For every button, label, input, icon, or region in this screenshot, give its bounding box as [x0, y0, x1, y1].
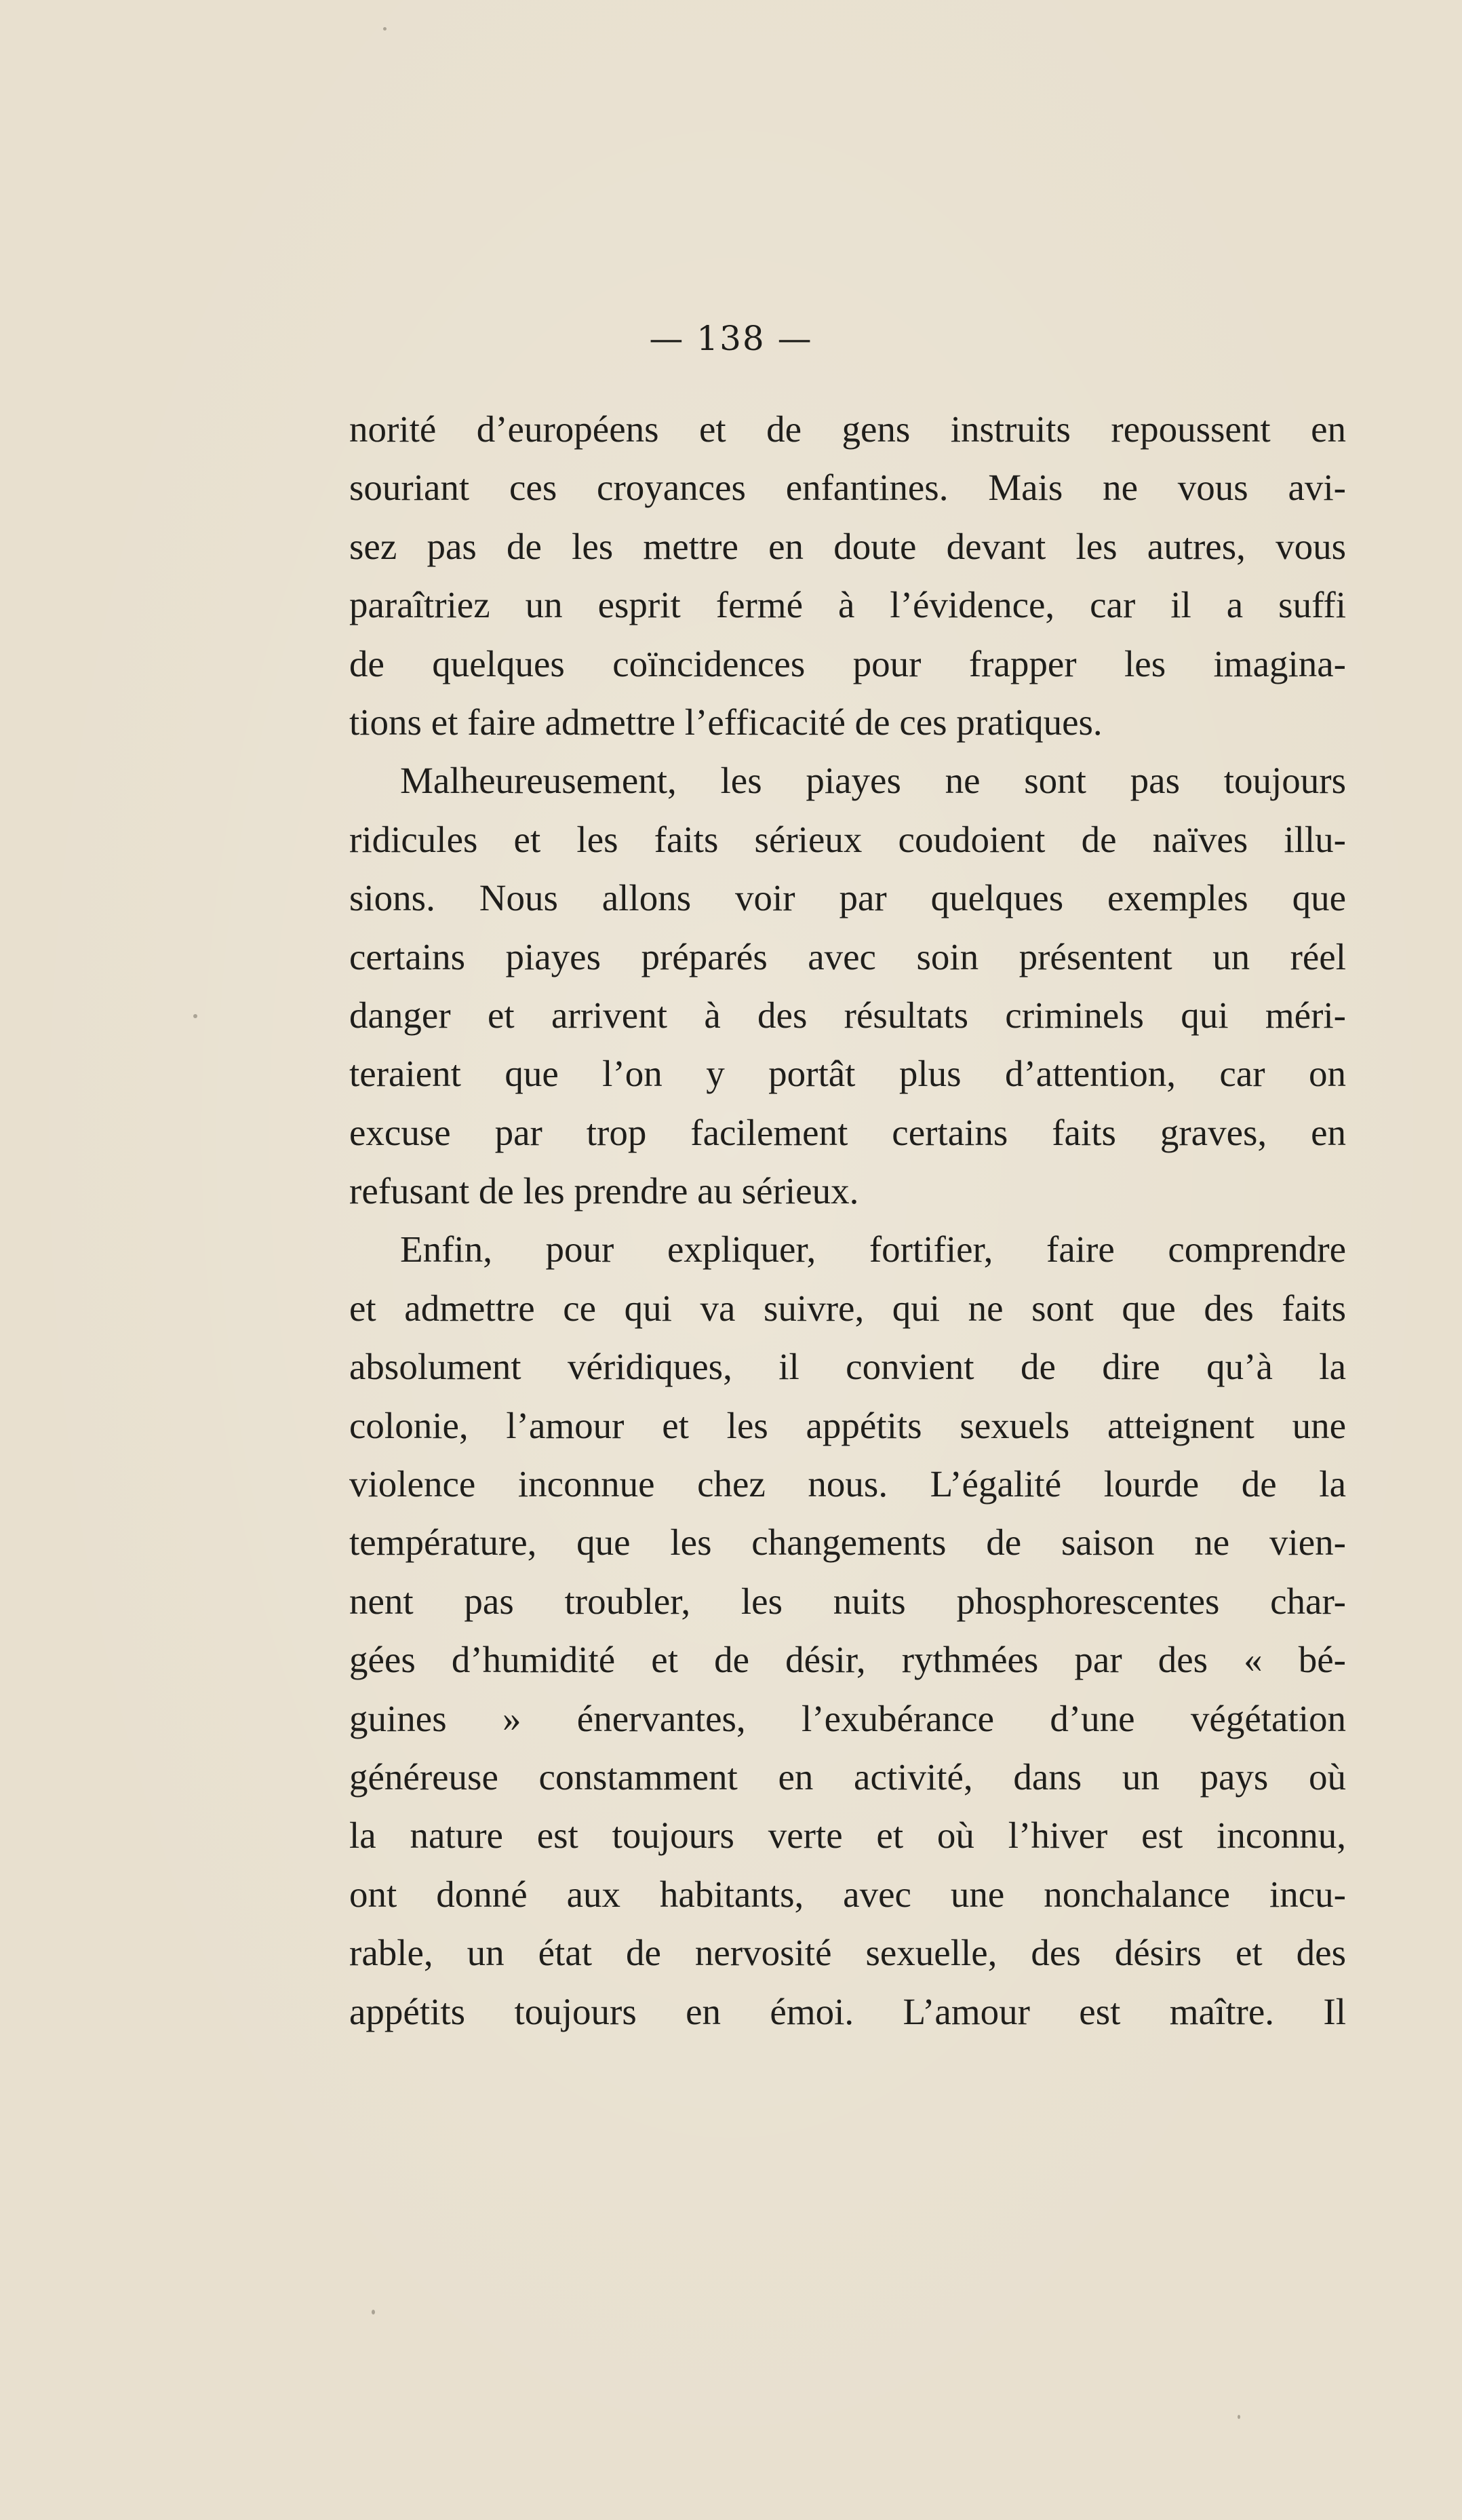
- text-line: généreuse constamment en activité, dans un pays où: [349, 1756, 1346, 1798]
- paper-speck: [1238, 2415, 1240, 2419]
- text-line: rable, un état de nervosité sexuelle, des désirs et des: [349, 1932, 1346, 1974]
- text-line: ridicules et les faits sérieux coudoient de naïves illu-: [349, 818, 1346, 860]
- text-line: ont donné aux habitants, avec une nonchalance incu-: [349, 1873, 1346, 1915]
- text-line: guines » énervantes, l’exubérance d’une végétation: [349, 1697, 1346, 1739]
- text-line: de quelques coïncidences pour frapper les imagina-: [349, 642, 1346, 684]
- page-number: — 138 —: [649, 319, 813, 358]
- text-line: refusant de les prendre au sérieux.: [349, 1170, 859, 1212]
- text-line: certains piayes préparés avec soin présentent un réel: [349, 935, 1346, 977]
- paper-speck: [383, 27, 387, 31]
- text-line: gées d’humidité et de désir, rythmées par des « bé-: [349, 1639, 1346, 1681]
- text-line: excuse par trop facilement certains faits graves, en: [349, 1111, 1346, 1153]
- paragraph-first-line: Enfin, pour expliquer, fortifier, faire comprendre: [400, 1228, 1346, 1271]
- text-line: appétits toujours en émoi. L’amour est maître. Il: [349, 1990, 1346, 2032]
- text-line: danger et arrivent à des résultats criminels qui méri-: [349, 994, 1346, 1036]
- text-line: tions et faire admettre l’efficacité de ces pratiques.: [349, 701, 1103, 743]
- text-line: la nature est toujours verte et où l’hiver est inconnu,: [349, 1815, 1346, 1857]
- text-line: colonie, l’amour et les appétits sexuels atteignent une: [349, 1404, 1346, 1446]
- text-line: teraient que l’on y portât plus d’attention, car on: [349, 1053, 1346, 1095]
- text-line: et admettre ce qui va suivre, qui ne sont que des faits: [349, 1287, 1346, 1329]
- text-line: nent pas troubler, les nuits phosphorescentes char-: [349, 1580, 1346, 1622]
- text-line: paraîtriez un esprit fermé à l’évidence, car il a suffi: [349, 584, 1346, 626]
- paper-speck: [193, 1014, 197, 1018]
- body-text: [349, 400, 1346, 2041]
- paragraph-first-line: Malheureusement, les piayes ne sont pas toujours: [400, 760, 1346, 802]
- text-line: sez pas de les mettre en doute devant les autres, vous: [349, 525, 1346, 567]
- text-line: température, que les changements de saison ne vien-: [349, 1521, 1346, 1564]
- text-line: souriant ces croyances enfantines. Mais ne vous avi-: [349, 467, 1346, 509]
- text-line: norité d’européens et de gens instruits repoussent en: [349, 408, 1346, 450]
- text-line: sions. Nous allons voir par quelques exemples que: [349, 877, 1346, 919]
- text-line: absolument véridiques, il convient de dire qu’à la: [349, 1346, 1346, 1388]
- text-line: violence inconnue chez nous. L’égalité lourde de la: [349, 1463, 1346, 1505]
- paper-speck: [372, 2310, 375, 2314]
